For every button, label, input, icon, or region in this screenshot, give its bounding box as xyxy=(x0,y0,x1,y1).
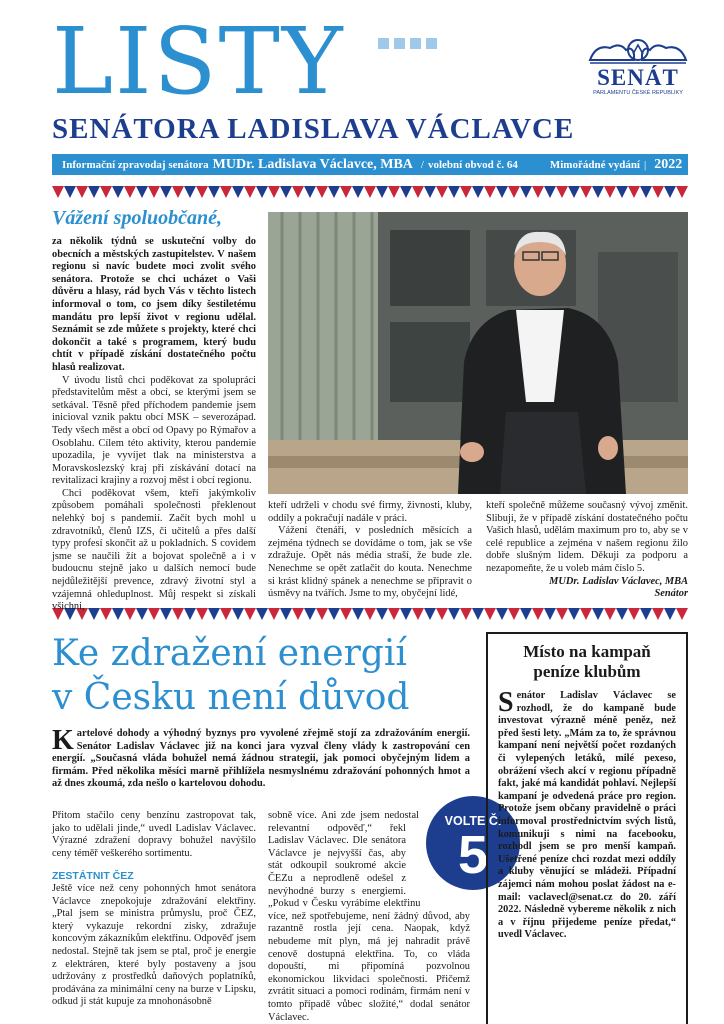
greeting-heading: Vážení spoluobčané, xyxy=(52,207,223,229)
energy-col2-p1: sobně více. Ani zde jsem nedostal relevantní odpověď,“ řekl Ladislav Václavec. Dle senátora Václavce je nejvyšší čas, aby stát odkoupil soukromé akcie ČEZu a neprodleně odešel z nevýhodné burzy s energiemi. „Pokud v Česku vyrábíme elektřinu více, než spotřebujeme, není žádný důvod, aby razantně rostla její cena. Naopak, když nebudeme mít plyn, má jej nahradit právě cenově dostupná elektřina. To, co vláda dopouští, mi připomíná pozvolnou ekonomickou likvidaci společnosti. Přičemž zvrátit situaci a pomoci rodinám, firmám není v tomto případě vůbec složité,“ dodal senátor Václavec. xyxy=(268,810,470,1023)
senator-photo xyxy=(268,212,688,494)
info-bar xyxy=(52,154,688,175)
masthead-subtitle: SENÁTORA LADISLAVA VÁCLAVCE xyxy=(52,113,575,145)
info-sep: / xyxy=(420,158,424,171)
sidebox-dropcap: S xyxy=(498,687,514,718)
senat-logo xyxy=(584,36,692,108)
senat-lions-icon xyxy=(586,36,690,66)
zigzag-divider-top xyxy=(52,186,688,198)
info-name: MUDr. Ladislava Václavce, MBA xyxy=(212,156,413,172)
energy-heading-line-2: v Česku není důvod xyxy=(52,677,410,718)
energy-subheading: ZESTÁTNIT ČEZ xyxy=(52,870,134,883)
senat-logo-sub: PARLAMENTU ČESKÉ REPUBLIKY xyxy=(593,90,683,96)
greeting-paragraph-2: V úvodu listů chci poděkovat za spolupráci představitelům měst a obcí, se kterými jsem se setkával. Těsně před příchodem pandemie jsem inicioval vznik paktu obcí MSK – severozápad. Tedy všech měst a obcí od Opavy po Rýmařov a Osoblahu. Cílem této aktivity, kterou pandemie upozadila, je vyvíjet tlak na ministerstva a Moravskoslezský kraj při získávání dotací na revitalizaci krajiny a rozvoj měst i obcí regionu. xyxy=(52,374,256,487)
sidebox-text xyxy=(498,687,676,942)
energy-heading-line-1: Ke zdražení energií xyxy=(52,633,407,674)
energy-lead-text: artelové dohody a výhodný byznys pro vyvolené zřejmě stojí za zdražováním energií. Senátor Ladislav Václavec již na konci jara vyzval členy vlády k zastropování cen energií. „Současná vláda bohužel nemá žádnou strategii, jak pomoci obyčejným lidem a firmám. Před několika měsíci marně přihlížela nesmyslnému zdražování pohonných hmot a až dnes zkoumá, zda nešlo o kartelovou dohodu. xyxy=(52,728,470,790)
greeting-paragraph-3: Chci poděkovat všem, kteří jakýmkoliv způsobem pomáhali společnosti překlenout nelehký boj s pandemií. Začít bych mohl u zdravotníků, členů IZS, či učitelů a přes další typy profesí skončit až u pokladních. S covidem jsme se naučili žít a bojovat společně a i v budoucnu stejně jako u dalších nemocí bude nejdůležitější prevence, zdravý životní styl a vzájemná ohleduplnost. Můj respekt si získali všichni, xyxy=(52,487,256,613)
energy-col1-p2: Ještě více než ceny pohonných hmot senátora Václavce znepokojuje zdražování elektřiny. „Ptal jsem se ministra průmyslu, proč ČEZ, který vykazuje rekordní zisky, zdražuje koncovým zákazníkům elektřinu. Odpověď jsem nedostal. Stejně tak jsem se ptal, proč je energie z elektráren, které byly postaveny a jsou udržovány z prostředků daňových poplatníků, prodávána za minimální ceny na burze v Lipsku, odkud ji stát kupuje za mnohonásobně xyxy=(52,882,256,1008)
energy-column-1 xyxy=(52,810,256,1024)
greeting-column-3 xyxy=(486,500,688,604)
signature-role: Senátor xyxy=(654,588,688,600)
info-edition: Mimořádné vydání xyxy=(549,158,640,171)
decorative-squares xyxy=(378,38,437,49)
greeting-column-2 xyxy=(268,500,472,604)
info-divider: | xyxy=(644,158,647,171)
sidebox-title: Místo na kampaň peníze klubům xyxy=(523,642,651,681)
energy-lead xyxy=(52,725,470,791)
greeting-c2: kteří udrželi v chodu své firmy, živnosti, kluby, oddíly a pokračují nadále v práci. xyxy=(268,500,472,524)
campaign-sidebox xyxy=(486,632,688,1024)
greeting-lead: za několik týdnů se uskuteční volby do obecních a městských zastupitelstev. V našem regionu si navíc budete moci zvolit svého senátora. Protože se chci ucházet o Vaši důvěru a hlasy, rád bych Vás v těchto listech informoval o tom, co jsem díky šestiletému mandátu pro lepší život v regionu udělal. Seznámit se zde můžete s projekty, které chci dokončit a také s programem, který budu chtít v případě získání dostatečného počtu hlasů realizovat. xyxy=(52,236,256,373)
energy-heading xyxy=(52,632,409,720)
greeting-c3: kteří společně můžeme současný vývoj změnit. Slibuji, že v případě získání dostatečného počtu Vašich hlasů, udělám maximum pro to, aby se v celé republice a zejména v našem regionu žilo dobře slušným lidem. Děkuji za podporu a nezapomeňte, že u voleb mám číslo 5. xyxy=(486,500,688,574)
volte-label: VOLTE Č. xyxy=(444,814,502,828)
sidebox-body: enátor Ladislav Václavec se rozhodl, že do kampaně bude investovat výrazně méně peněz, než před šesti lety. „Mám za to, že správnou kampaní není největší počet rozdaných či vylepených letáků, milé pexeso, obrážení všech akcí v regionu případně fakt, jaké má kandidát pohlaví. Nejlepší kampaní je odvedená práce pro region. Protože jsem občany pravidelně o práci informoval prostřednictvím svých listů, komunikuji s nimi na facebooku, rozhodl jsem se pro menší kampaň. Ušetřené peníze chci rozdat mezi oddíly a kluby věnující se mládeži. Případní zájemci nám mohou poslat žádost na e-mail: vaclavecl@senat.cz do 20. září 2022. Následně vybereme několik z nich a v říjnu přijedeme peníze předat,“ uvedl Václavec. xyxy=(498,690,676,941)
energy-dropcap: K xyxy=(52,725,74,756)
signature-name: MUDr. Ladislav Václavec, MBA xyxy=(549,575,688,587)
info-district: volební obvod č. 64 xyxy=(427,158,518,171)
greeting-c2b: Vážení čtenáři, v posledních měsících a zejména týdnech se dovídáme o tom, jak se vše zdražuje. Opět nás média straší, že bude zle. Nenechme se opět zatlačit do kouta. Nenechme si krást klidný spánek a nenechme se připravit o úsměvy na tvářích. Jsme to my, obyčejní lidé, xyxy=(268,525,472,600)
info-prefix: Informační zpravodaj senátora xyxy=(62,158,209,171)
senat-logo-name: SENÁT xyxy=(597,65,679,90)
volte-number: 5 xyxy=(457,825,489,885)
info-year: 2022 xyxy=(654,156,683,172)
energy-col1-p1: Přitom stačilo ceny benzínu zastropovat tak, jako to udělali jinde,“ uvedl Ladislav Václavec. Výrazné zdražení dopravy bohužel navýšilo ceny téměř veškerého sortimentu. xyxy=(52,810,256,859)
greeting-column-1 xyxy=(52,236,256,613)
masthead-title: LISTY xyxy=(52,8,345,115)
